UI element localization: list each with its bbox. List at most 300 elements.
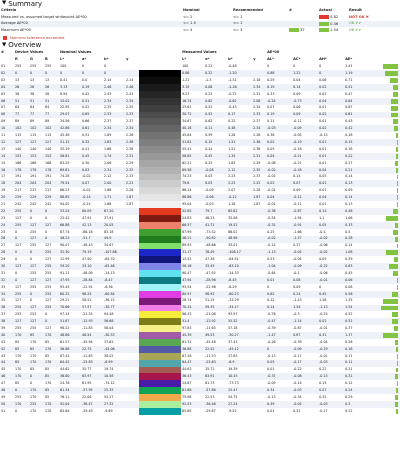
nominal-b: 67.20: [103, 208, 125, 215]
delta-e-bar: [392, 319, 398, 324]
delta-e: [344, 105, 400, 112]
measured-gamma: 2.33: [252, 112, 266, 119]
color-swatch-fill: [139, 305, 181, 312]
delta-e-value: 0.61: [345, 112, 353, 117]
device-b: 127: [45, 298, 52, 303]
header-nominal-gamma: γ: [126, 57, 129, 62]
overview-row: [0, 208, 400, 215]
device-r: 255: [14, 208, 29, 215]
nominal-a: 0.51: [82, 133, 90, 138]
header-delta-c: ΔC*: [293, 57, 301, 62]
color-swatch: [139, 263, 181, 270]
nominal-l: 36.88: [59, 346, 81, 353]
nominal-l: 88.85: [59, 194, 81, 201]
delta-e-value: 0.21: [345, 367, 353, 372]
device-b: 255: [45, 270, 52, 275]
nominal-a: -21.55: [82, 312, 93, 317]
row-index: 17: [1, 174, 6, 179]
device-r: 77: [14, 112, 29, 119]
row-index: 07: [1, 105, 6, 110]
device-b: 85: [44, 387, 59, 394]
measured-l: 46.21: [181, 236, 204, 243]
delta-e-value: 0.27: [345, 160, 353, 165]
delta-e-bar: [396, 347, 398, 352]
nominal-a: 63.97: [81, 373, 103, 380]
measured-l: 36.88: [181, 346, 204, 353]
color-swatch-fill: [139, 332, 181, 339]
delta-l: -1.04: [266, 263, 292, 270]
color-swatch-fill: [139, 118, 181, 125]
nominal-l: 93.45: [60, 284, 70, 289]
delta-e: [344, 222, 400, 229]
delta-e: [344, 401, 400, 408]
delta-e: [344, 394, 400, 401]
nominal-gamma: 2.36: [125, 139, 139, 146]
nominal-a: 0.66: [82, 119, 90, 124]
device-r: 13: [15, 77, 20, 82]
color-swatch: [139, 346, 181, 353]
color-swatch: [139, 380, 181, 387]
measured-l: 1.21: [182, 77, 190, 82]
measured-b: -63.10: [227, 263, 252, 270]
header-b: B: [45, 57, 48, 62]
device-r: 89: [15, 119, 20, 124]
measured-a: 0.22: [205, 64, 213, 69]
measured-gamma: [252, 353, 266, 360]
delta-e-bar: [397, 285, 398, 290]
delta-e: [344, 118, 400, 125]
measured-a: -0.03: [205, 201, 214, 206]
delta-e-bar: [396, 147, 398, 152]
measured-b: -0.72: [228, 91, 237, 96]
delta-e-value: 0.24: [345, 388, 353, 392]
nominal-l: 98.22: [60, 325, 70, 330]
measured-b: -108.17: [227, 249, 252, 256]
summary-recommended: <= 3: [233, 27, 243, 32]
header-delta-e: ΔE*00: [267, 50, 280, 55]
delta-e-value: 0.42: [345, 126, 353, 131]
nominal-gamma: [125, 380, 139, 387]
delta-e: [344, 325, 400, 332]
delta-c: -1.14: [292, 318, 318, 325]
measured-l: 24.83: [182, 215, 192, 220]
measured-a: 0.23: [205, 91, 213, 96]
measured-b: 48.98: [227, 236, 252, 243]
nominal-gamma: 1.87: [126, 201, 134, 206]
device-b: 115: [45, 133, 52, 138]
overview-row: [0, 153, 400, 160]
overview-title: Overview: [8, 41, 42, 50]
nominal-l: 70.66: [59, 305, 81, 312]
measured-b: 93.97: [228, 312, 238, 317]
delta-e-value: 0.06: [345, 277, 353, 282]
row-index: 09: [1, 119, 6, 124]
measured-l: 92.53: [181, 401, 204, 408]
delta-e-value: 0.47: [345, 91, 353, 96]
nominal-l: 29.07: [59, 112, 81, 119]
color-swatch: [139, 77, 181, 84]
nominal-b: -60.84: [103, 291, 125, 298]
device-b: 127: [44, 139, 59, 146]
device-b: 0: [45, 215, 48, 220]
delta-e-bar: [397, 381, 398, 386]
color-swatch-fill: [139, 208, 181, 215]
nominal-gamma: 2.35: [125, 167, 139, 174]
measured-gamma: [252, 243, 266, 250]
nominal-l: 22.95: [60, 105, 70, 110]
device-g: 217: [30, 188, 37, 193]
header-nominal-l: L*: [60, 57, 65, 62]
color-swatch: [139, 194, 181, 201]
delta-e-bar: [397, 181, 398, 186]
color-swatch: [139, 387, 181, 394]
delta-c: -0.04: [293, 257, 302, 262]
nominal-b: 10.58: [103, 373, 125, 380]
nominal-b: 55.27: [104, 394, 114, 399]
device-b: 255: [44, 249, 59, 256]
summary-actual-bar: [319, 22, 329, 26]
color-swatch: [139, 112, 181, 119]
overview-row: [0, 167, 400, 174]
device-g: 127: [29, 236, 44, 243]
measured-gamma: [252, 229, 266, 236]
nominal-gamma: [125, 263, 139, 270]
delta-h: 0.01: [318, 139, 344, 146]
measured-l: 45.39: [181, 332, 204, 339]
nominal-a: 33.10: [81, 263, 103, 270]
measured-a: 22.42: [204, 346, 227, 353]
delta-e-value: 0.83: [345, 263, 353, 268]
nominal-b: -64.70: [104, 257, 115, 262]
delta-e: [344, 277, 400, 284]
color-swatch-fill: [139, 174, 181, 181]
delta-e-bar: [396, 368, 398, 373]
delta-e-bar: [392, 312, 398, 317]
delta-h: -0.01: [318, 277, 344, 284]
row-index: 02: [0, 70, 14, 77]
collapse-triangle-icon[interactable]: ▼: [2, 41, 7, 48]
device-g: 204: [29, 180, 44, 187]
nominal-gamma: [125, 325, 139, 332]
color-swatch: [139, 284, 181, 291]
delta-c: 0.14: [292, 84, 318, 91]
device-r: 170: [15, 367, 22, 372]
device-r: 170: [14, 401, 29, 408]
color-swatch: [139, 249, 181, 256]
device-r: 140: [15, 146, 22, 151]
nominal-gamma: [125, 249, 139, 256]
nominal-gamma: [125, 291, 139, 298]
measured-l: 31.17: [181, 249, 204, 256]
device-r: 0: [14, 277, 29, 284]
device-b: 127: [44, 277, 59, 284]
row-index: 31: [1, 270, 6, 275]
overview-row: [0, 215, 400, 222]
color-swatch-fill: [139, 387, 181, 394]
nominal-a: 22.75: [81, 346, 103, 353]
overview-row: [0, 160, 400, 167]
delta-e-bar: [393, 271, 398, 276]
device-b: 229: [44, 194, 59, 201]
header-measured-values: Measured Values: [182, 50, 217, 55]
delta-e-value: 0.71: [345, 77, 353, 82]
delta-e-value: 0.13: [345, 181, 353, 186]
nominal-l: 56.81: [59, 153, 81, 160]
measured-b: 2.23: [227, 180, 252, 187]
delta-e-value: 0.08: [345, 284, 353, 289]
delta-l: -1.47: [266, 332, 292, 339]
delta-c: 0.09: [293, 91, 301, 96]
nominal-l: 36.80: [59, 373, 81, 380]
measured-l: 64.47: [181, 360, 204, 367]
delta-h: -0.4: [319, 229, 326, 234]
color-swatch: [139, 236, 181, 243]
overview-row: [0, 367, 400, 374]
nominal-l: 65.64: [60, 408, 70, 413]
color-swatch: [139, 298, 181, 305]
delta-e: [344, 132, 400, 139]
nominal-b: 1.89: [104, 133, 112, 138]
nominal-gamma: [125, 243, 139, 250]
measured-a: 0.03: [205, 174, 213, 179]
delta-h: 0.04: [318, 167, 344, 174]
delta-c: -0.39: [293, 339, 302, 344]
delta-l: -0.01: [267, 201, 276, 206]
measured-gamma: 2.26: [253, 188, 261, 193]
nominal-b: 2.06: [104, 160, 112, 165]
delta-h: 0.45: [318, 291, 344, 298]
device-r: 127: [15, 284, 22, 289]
nominal-b: 2.34: [103, 167, 125, 174]
device-b: 170: [45, 408, 52, 413]
delta-e-value: 0.37: [345, 325, 353, 330]
device-g: 170: [30, 353, 37, 358]
delta-c: 0: [293, 64, 296, 69]
device-r: 0: [15, 257, 18, 262]
delta-h: 0.22: [319, 367, 327, 372]
measured-l: 96.43: [182, 312, 192, 317]
row-index: 01: [1, 64, 6, 69]
nominal-a: -0.14: [82, 201, 91, 206]
delta-e-value: 0.43: [345, 119, 353, 124]
delta-e-value: 0.28: [345, 236, 353, 241]
device-r: 255: [15, 312, 22, 317]
header-spacer: [0, 56, 14, 63]
delta-e-value: 0.11: [345, 360, 353, 365]
nominal-b: 83.18: [104, 229, 114, 234]
delta-l: -0.26: [267, 339, 276, 344]
summary-nominal: <= 4: [183, 27, 193, 32]
delta-h: 0.32: [319, 394, 327, 399]
delta-l: 0.19: [266, 84, 292, 91]
delta-c: 0.06: [293, 105, 301, 110]
delta-c: -0.14: [293, 381, 302, 386]
color-swatch-fill: [139, 160, 181, 167]
delta-h: -0.03: [318, 401, 344, 408]
overview-row: [0, 298, 400, 305]
measured-a: -48.66: [205, 243, 216, 248]
overview-row: [0, 339, 400, 346]
delta-c: -0.21: [292, 153, 318, 160]
delta-e: [344, 270, 400, 277]
summary-section-header[interactable]: [0, 0, 400, 8]
nominal-gamma: [125, 298, 139, 305]
delta-l: 0.07: [267, 105, 275, 110]
device-b: 127: [45, 257, 52, 262]
delta-e-bar: [397, 354, 398, 359]
color-swatch: [139, 325, 181, 332]
color-swatch: [139, 394, 181, 401]
measured-b: -60.23: [227, 291, 252, 298]
delta-c: -1.27: [292, 236, 318, 243]
measured-l: 100: [182, 64, 189, 69]
nominal-a: 0.30: [82, 160, 90, 165]
device-b: 153: [44, 153, 59, 160]
color-swatch: [139, 84, 181, 91]
measured-a: 61.73: [205, 381, 215, 386]
measured-b: -33.29: [228, 298, 239, 303]
delta-c: 0.14: [293, 174, 301, 179]
delta-c: -0.05: [293, 133, 302, 138]
measured-gamma: [252, 222, 266, 229]
nominal-a: 58.51: [82, 298, 92, 303]
overview-row: [0, 353, 400, 360]
device-b: 89: [45, 119, 50, 124]
delta-l: 0.29: [267, 77, 275, 82]
overview-row: [0, 91, 400, 98]
device-r: 85: [15, 381, 20, 386]
measured-b: -0.48: [228, 64, 237, 69]
device-r: 127: [15, 298, 22, 303]
delta-h: 0.04: [318, 194, 344, 201]
device-g: 0: [29, 291, 44, 298]
color-swatch-fill: [139, 353, 181, 360]
delta-e: [344, 339, 400, 346]
nominal-b: 2.00: [103, 180, 125, 187]
delta-c: -0.3: [293, 312, 300, 317]
delta-c: -0.34: [293, 394, 302, 399]
nominal-a: -11.83: [82, 325, 93, 330]
device-r: 255: [14, 305, 29, 312]
nominal-l: 69.61: [59, 167, 81, 174]
collapse-triangle-icon[interactable]: ▼: [2, 0, 7, 7]
delta-l: -0.37: [266, 373, 292, 380]
overview-row: [0, 360, 400, 367]
delta-c: 0.87: [292, 332, 318, 339]
delta-h: -0.02: [318, 236, 344, 243]
delta-e-bar: [393, 119, 398, 124]
color-swatch: [139, 401, 181, 408]
color-swatch-fill: [139, 194, 181, 201]
device-r: 0: [15, 408, 18, 413]
measured-b: 25.47: [227, 387, 252, 394]
nominal-b: 2.34: [103, 98, 125, 105]
delta-e-value: 1.06: [345, 215, 353, 220]
device-b: 170: [44, 332, 59, 339]
delta-h: -0.22: [318, 263, 344, 270]
delta-c: -0.18: [293, 146, 302, 151]
delta-e-value: 1.37: [345, 332, 353, 337]
measured-a: -25.63: [204, 360, 227, 367]
color-swatch-fill: [139, 243, 181, 250]
delta-e: [344, 98, 400, 105]
color-swatch: [139, 91, 181, 98]
device-b: 217: [45, 188, 52, 193]
overview-table: [0, 50, 400, 415]
delta-e-value: 0.33: [345, 222, 353, 227]
delta-c: -1.94: [293, 215, 302, 220]
device-r: 127: [15, 215, 22, 220]
row-index: 28: [0, 249, 14, 256]
delta-e-value: 0.67: [345, 105, 353, 110]
row-index: 33: [1, 284, 6, 289]
nominal-gamma: [125, 339, 139, 346]
nominal-l: 66.88: [59, 222, 81, 229]
color-swatch: [139, 318, 181, 325]
row-index: 48: [0, 387, 14, 394]
nominal-gamma: 2.33: [125, 112, 139, 119]
nominal-gamma: 1.87: [125, 194, 139, 201]
overview-row: [0, 346, 400, 353]
measured-b: 1.34: [227, 153, 252, 160]
delta-h: 0.01: [318, 153, 344, 160]
device-r: 204: [14, 180, 29, 187]
delta-e-value: 0.3: [345, 401, 351, 406]
device-r: 255: [14, 291, 29, 298]
delta-e: [344, 125, 400, 132]
device-b: 85: [45, 353, 50, 358]
color-swatch-fill: [139, 394, 181, 401]
row-index: 19: [1, 188, 6, 193]
measured-a: 79.7: [204, 208, 227, 215]
device-r: 85: [15, 339, 20, 344]
device-b: 242: [45, 201, 52, 206]
overview-section-header[interactable]: [0, 42, 400, 50]
row-index: 30: [0, 263, 14, 270]
measured-b: -64.51: [228, 257, 239, 262]
nominal-b: -74.12: [104, 381, 115, 386]
delta-h: 0.01: [319, 146, 327, 151]
device-g: 229: [29, 194, 44, 201]
measured-a: 33.45: [204, 263, 227, 270]
summary-recommended: <= 1: [233, 14, 243, 19]
measured-a: 51.15: [205, 298, 215, 303]
overview-row: [0, 77, 400, 84]
summary-recommended: <= 1: [232, 21, 288, 27]
measured-b: -14.33: [228, 270, 239, 275]
delta-l: -0.02: [266, 167, 292, 174]
delta-e-value: 0.39: [345, 257, 353, 262]
overview-row: [0, 387, 400, 394]
device-b: 178: [44, 167, 59, 174]
nominal-b: 1.74: [103, 153, 125, 160]
overview-row: [0, 105, 400, 112]
color-swatch: [139, 105, 181, 112]
delta-e: [344, 70, 400, 77]
device-g: 242: [30, 201, 37, 206]
delta-c: -0.87: [292, 208, 318, 215]
measured-l: 93.54: [182, 284, 192, 289]
color-swatch-fill: [139, 236, 181, 243]
nominal-b: 2.34: [103, 125, 125, 132]
delta-c: 0.09: [292, 112, 318, 119]
delta-e-value: 0.29: [345, 394, 353, 399]
nominal-b: 37.62: [104, 339, 114, 344]
measured-b: 1.83: [228, 160, 236, 165]
measured-l: 88.86: [181, 194, 204, 201]
nominal-gamma: [125, 222, 139, 229]
delta-c: 0.04: [293, 77, 301, 82]
